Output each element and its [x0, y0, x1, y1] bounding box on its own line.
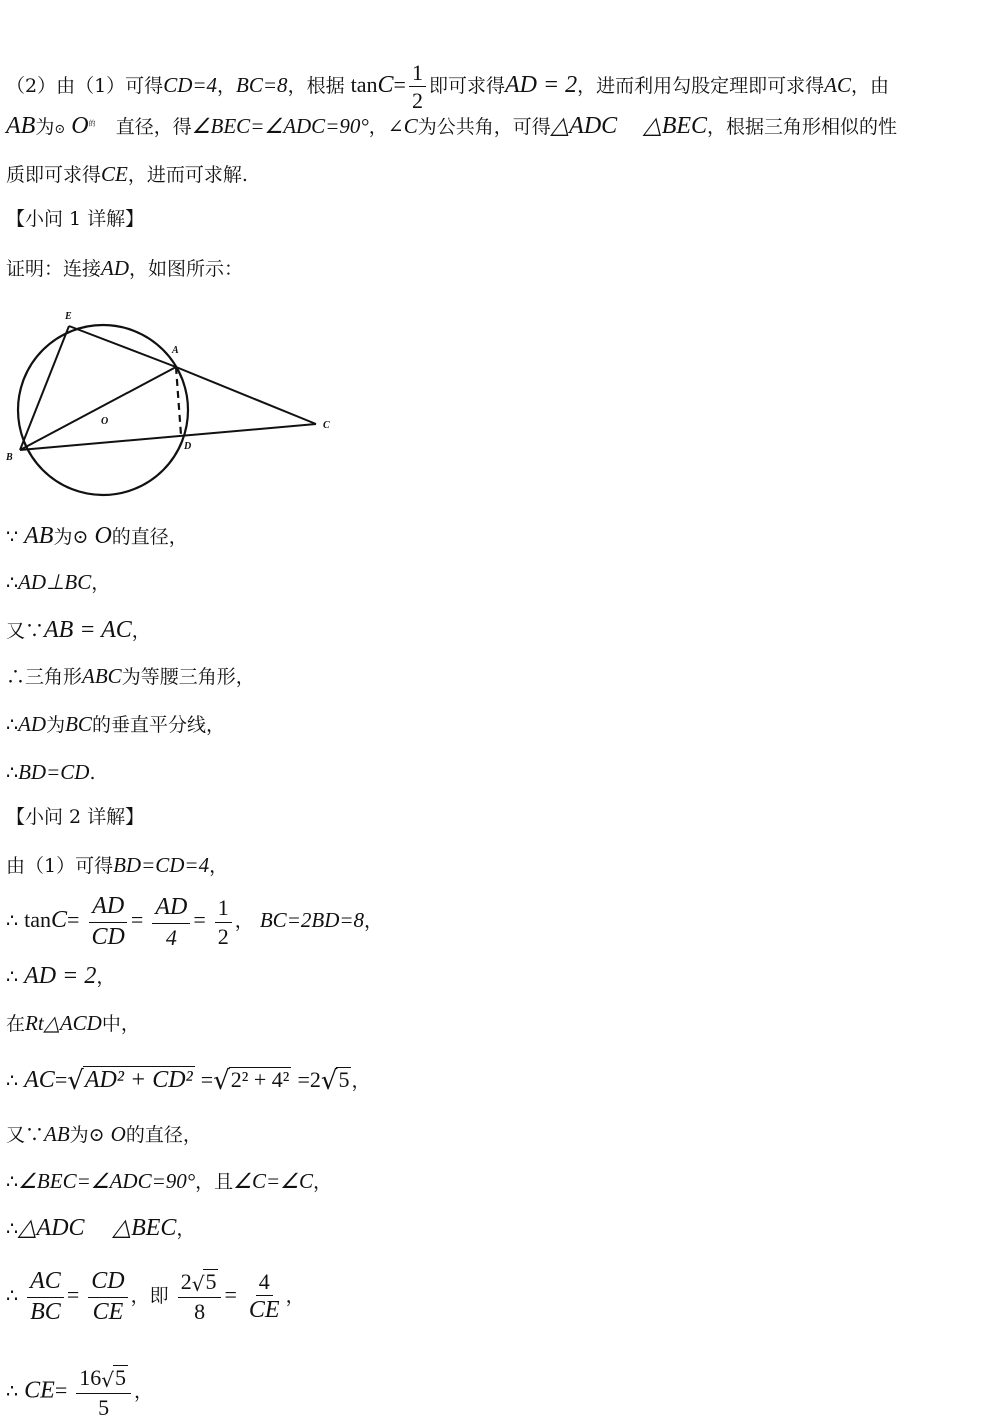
heading-part-2: 【小问 2 详解】: [6, 806, 145, 828]
fraction-16root5-5: $\frac{16√5}{5}$: [76, 1365, 131, 1420]
math: BD=CD: [18, 760, 90, 784]
math: AD: [101, 256, 130, 280]
text: ，: [91, 572, 111, 594]
text: ∴: [6, 762, 19, 784]
math: BC=8: [236, 72, 288, 97]
fraction-4-ce: $\frac{4}{CE}$: [248, 1269, 280, 1324]
fraction-one-half: $\frac{1}{2}$: [215, 895, 232, 949]
math: C: [377, 71, 394, 98]
text: ，: [313, 1171, 333, 1193]
proof2-step-8: [6, 1214, 195, 1243]
math: ∠C=∠C: [233, 1169, 314, 1193]
math: C: [51, 907, 68, 934]
proof2-step-2: [6, 893, 383, 951]
proof2-step-9: [6, 1268, 305, 1326]
math: O: [94, 523, 112, 549]
radicand: AD² + CD²: [84, 1067, 193, 1093]
proof2-step-5: ∴ AC=√AD² + CD² =√2² + 4² =2√5 ，: [6, 1066, 371, 1096]
text: 即可求得: [428, 74, 505, 97]
proof2-step-6: [6, 1122, 202, 1147]
radicand: 5: [338, 1067, 350, 1092]
text: ，进而利用勾股定理即可求得: [577, 74, 825, 97]
math-tan: tan: [350, 71, 378, 97]
math: AD⊥BC: [18, 570, 92, 594]
text: 为⊙: [53, 526, 89, 548]
math: AB: [6, 113, 36, 139]
math: AC: [824, 72, 852, 97]
text: ，: [351, 1070, 371, 1092]
math: =: [393, 71, 406, 97]
math: △BEC: [112, 1215, 177, 1241]
proof1-step-6: [6, 760, 95, 785]
tiny-text: 的: [88, 119, 96, 128]
label-c: C: [323, 420, 330, 431]
fraction-2root5-8: $\frac{2√5}{8}$: [178, 1269, 222, 1324]
math: BC=2BD=8: [259, 908, 365, 933]
proof2-step-7: [6, 1169, 332, 1194]
fraction-one-half: $\frac{1}{2}$: [409, 60, 426, 114]
math: △ADC: [18, 1215, 85, 1241]
circle-symbol: ⊙: [54, 122, 66, 137]
proof1-step-4: [6, 664, 255, 689]
text: ∴: [6, 1285, 19, 1308]
fraction-cd-ce: $\frac{CD}{CE}$: [88, 1268, 127, 1326]
text: ∴: [6, 1380, 19, 1403]
text: ，: [364, 910, 384, 933]
proof1-step-2: [6, 570, 110, 595]
text: 为⊙: [69, 1124, 105, 1146]
text: ，且: [195, 1171, 234, 1193]
text: ∵: [6, 526, 19, 548]
label-a: A: [172, 345, 179, 356]
text: ，根据三角形相似的性: [707, 116, 898, 138]
text: 在: [6, 1013, 26, 1035]
radicand: 2² + 4²: [230, 1067, 290, 1092]
text: 的直径，: [125, 1124, 202, 1146]
math: =: [193, 907, 206, 933]
text: 中，: [101, 1013, 140, 1035]
text: ，: [134, 1380, 154, 1403]
text: ∴: [6, 966, 19, 988]
math: ∠BEC=∠ADC=90°: [191, 114, 369, 138]
text: ∴: [6, 572, 19, 594]
fraction-ad-4: $\frac{AD}{4}$: [152, 894, 190, 950]
text: 质即可求得: [6, 164, 102, 186]
text: .: [89, 762, 96, 784]
text: ，: [96, 966, 116, 988]
text: ，: [285, 1285, 305, 1308]
math: =: [130, 907, 144, 933]
text: 直径，得: [115, 116, 192, 138]
math: 2: [309, 1067, 321, 1092]
label-o: O: [101, 416, 109, 427]
text: ，由: [851, 74, 890, 97]
math: BD=CD=4: [113, 853, 210, 877]
text: ∴三角形: [6, 666, 83, 688]
fraction-ac-bc: $\frac{AC}{BC}$: [27, 1268, 64, 1326]
segment-eb: [20, 326, 69, 450]
proof2-step-10: [6, 1365, 153, 1420]
math: =: [67, 907, 80, 933]
text: ，: [209, 855, 229, 877]
text: ，: [131, 620, 151, 642]
math: AC: [24, 1067, 55, 1093]
math: △BEC: [643, 113, 708, 139]
math: =: [224, 1282, 237, 1308]
proof1-step-3: [6, 616, 151, 645]
proof1-step-1: [6, 522, 188, 551]
math: =: [54, 1067, 68, 1092]
text: 的垂直平分线，: [91, 714, 225, 736]
text: 证明：连接: [6, 258, 102, 280]
math: =: [297, 1067, 310, 1092]
analysis-line-3: [6, 162, 248, 187]
math: △ADC: [550, 113, 618, 139]
math: AB = AC: [44, 617, 132, 643]
text: ，∠: [368, 116, 404, 138]
text: ，进而可求解.: [127, 164, 248, 186]
math: C: [403, 114, 418, 138]
label-b: B: [6, 452, 13, 463]
math: AD = 2: [504, 71, 578, 98]
text: ∴: [6, 1070, 19, 1092]
text: ，: [176, 1218, 196, 1240]
text: 由（1）可得: [6, 855, 114, 877]
math: CD=4: [163, 72, 218, 97]
text: 为等腰三角形，: [121, 666, 255, 688]
math: AD = 2: [24, 963, 97, 989]
math: CE: [24, 1377, 55, 1404]
math: O: [110, 1122, 126, 1146]
text: ，: [234, 910, 254, 933]
proof-intro: [6, 256, 243, 281]
text: （2）由（1）可得: [6, 74, 164, 97]
analysis-line-2: [6, 112, 897, 141]
proof2-step-1: [6, 853, 228, 878]
text: 的直径，: [111, 526, 188, 548]
analysis-line-1: （2）由（1）可得CD=4，BC=8，根据 tanC= $\frac{1}{2}$ 即可求得AD = 2，进而利用勾股定理即可求得AC，由: [6, 60, 890, 114]
math: ∠BEC=∠ADC=90°: [18, 1169, 196, 1193]
math: AB: [24, 523, 54, 549]
text: ∴: [6, 910, 19, 933]
text: ，根据: [287, 74, 345, 97]
label-e: E: [65, 311, 72, 322]
text: 为: [46, 714, 66, 736]
math: Rt△ACD: [25, 1011, 102, 1035]
math: =: [54, 1377, 68, 1403]
math: AD: [18, 712, 47, 736]
label-d: D: [184, 441, 192, 452]
text: ，即: [130, 1285, 169, 1308]
text: ∴: [6, 1218, 19, 1240]
math: =: [66, 1282, 80, 1308]
math: BC: [65, 712, 92, 736]
fraction-ad-cd: $\frac{AD}{CD}$: [89, 893, 128, 951]
math-tan: tan: [24, 907, 52, 933]
heading-part-1: 【小问 1 详解】: [6, 208, 145, 230]
proof2-step-3: [6, 962, 115, 991]
math: O: [71, 113, 89, 139]
proof1-step-5: [6, 712, 225, 737]
text: ∴: [6, 1171, 19, 1193]
text: 为公共角，可得: [417, 116, 551, 138]
math: CE: [101, 162, 128, 186]
math: =: [200, 1067, 214, 1092]
math: ABC: [82, 664, 122, 688]
segment-ac: [176, 367, 316, 424]
circle-o: [18, 325, 188, 495]
math: AB: [44, 1122, 70, 1146]
text: ，如图所示：: [129, 258, 244, 280]
text: 又∵: [6, 1124, 45, 1146]
segment-bc: [20, 424, 316, 450]
text: ∴: [6, 714, 19, 736]
text: 又∵: [6, 620, 45, 642]
proof2-step-4: [6, 1011, 140, 1036]
geometry-figure: [6, 305, 346, 505]
text: 为: [35, 116, 55, 138]
